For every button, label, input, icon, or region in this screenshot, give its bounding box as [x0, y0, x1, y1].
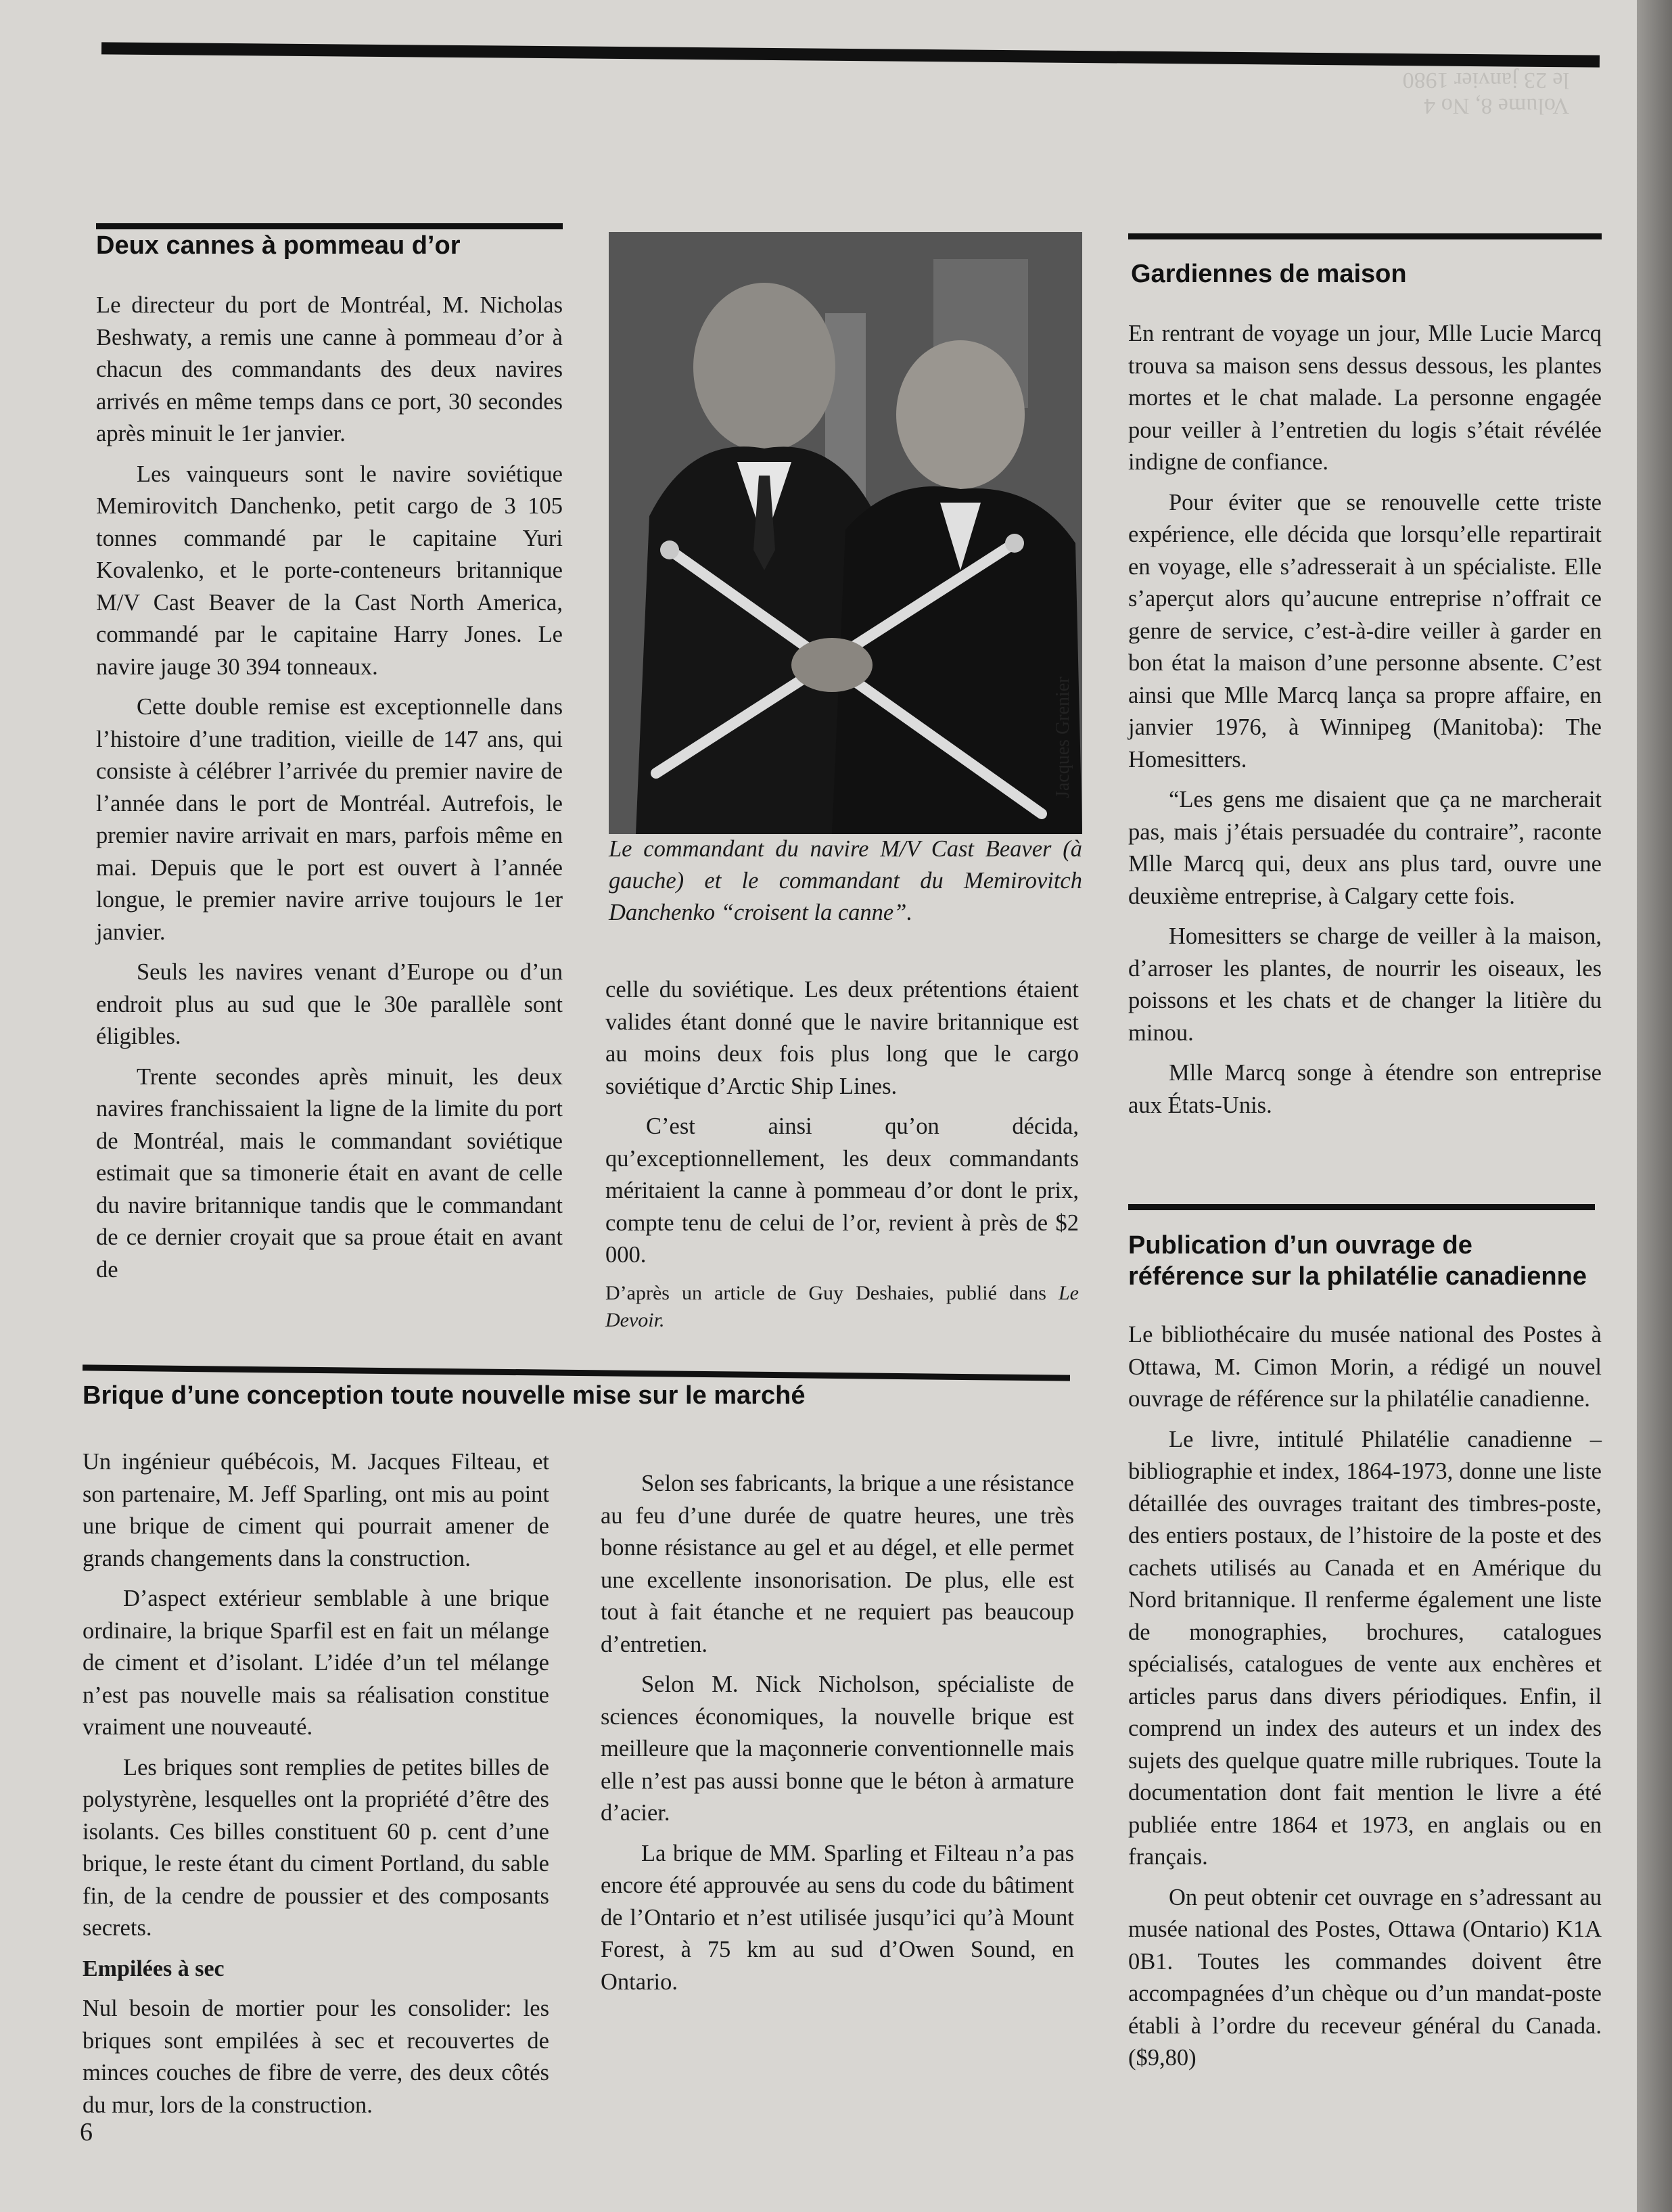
article4-paragraph: Le livre, intitulé Philatélie canadienne – bibliographie et index, 1864-1973, donne une liste détaillée des ouvrages traitant des timbres-poste, des entiers postaux, de l’histoire de la poste et des cachets utilisés au Canada et en Amérique du Nord britannique. Il renferme également une liste de monographies, brochures, catalogues spécialisés, catalogues de vente aux enchères et articles parus dans divers périodiques. Enfin, il comprend un index des auteurs et un index des sujets des quelque quatre mille rubriques. Toute la documentation dont fait mention le livre a été publiée entre 1864 et 1973, en anglais ou en français. — [1128, 1426, 1602, 1870]
page-binding — [1637, 0, 1672, 2212]
article1-column-right — [605, 974, 1079, 1342]
article3-rule — [1128, 233, 1602, 239]
article1-paragraph: Le directeur du port de Montréal, M. Nicholas Beshwaty, a remis une canne à pommeau d’or à chacun des commandants des deux navires arrivés en même temps dans ce port, 30 secondes après minuit le 1er janvier. — [96, 292, 563, 446]
article2-subheading: Empilées à sec — [83, 1956, 225, 1981]
article1-credit: D’après un article de Guy Deshaies, publié dans Le Devoir. — [605, 1281, 1079, 1331]
article1-paragraph: Seuls les navires venant d’Europe ou d’un endroit plus au sud que le 30e parallèle sont éligibles. — [96, 959, 563, 1049]
article3-title: Gardiennes de maison — [1131, 260, 1407, 288]
article3-paragraph: Homesitters se charge de veiller à la maison, d’arroser les plantes, de nourrir les oiseaux, les poissons et les chats et de changer la litière du minou. — [1128, 923, 1602, 1046]
article2-paragraph: La brique de MM. Sparling et Filteau n’a pas encore été approuvée au sens du code du bâtiment de l’Ontario et n’est utilisée jusqu’ici qu’à Mount Forest, à 75 km au sud d’Owen Sound, en Ontario. — [601, 1840, 1074, 1995]
article1-paragraph: Trente secondes après minuit, les deux navires franchissaient la ligne de la limite du port de Montréal, mais le commandant soviétique estimait que sa timonerie était en avant de celle du navire britannique tandis que le commandant de ce dernier croyait que sa proue était en avant de — [96, 1063, 563, 1283]
page-number: 6 — [80, 2118, 93, 2146]
article1-paragraph: Les vainqueurs sont le navire soviétique Memirovitch Danchenko, petit cargo de 3 105 tonnes commandé par le capitaine Yuri Kovalenko, et le porte-conteneurs britannique M/V Cast Beaver de la Cast North America, commandé par le capitaine Harry Jones. Le navire jauge 30 394 tonneaux. — [96, 461, 563, 680]
photo-two-captains-crossing-canes — [609, 232, 1082, 834]
article2-paragraph: Nul besoin de mortier pour les consolider: les briques sont empilées à sec et recouvertes de minces couches de fibre de verre, des deux côtés du mur, lors de la construction. — [83, 1996, 549, 2118]
article2-title: Brique d’une conception toute nouvelle mise sur le marché — [83, 1381, 806, 1410]
article1-paragraph: Cette double remise est exceptionnelle dans l’histoire d’une tradition, vieille de 147 ans, qui consiste à célébrer l’arrivée du premier navire de l’année dans le port de Montréal. Autrefois, le premier navire arrivait en mars, parfois même en mai. Depuis que le port est ouvert à l’année longue, le premier navire arrive toujours le 1er janvier. — [96, 694, 563, 945]
article2-paragraph: Un ingénieur québécois, M. Jacques Filteau, et son partenaire, M. Jeff Sparling, ont mis au point une brique de ciment qui pourrait amener de grands changements dans la construction. — [83, 1449, 549, 1571]
article4-paragraph: Le bibliothécaire du musée national des Postes à Ottawa, M. Cimon Morin, a rédigé un nouvel ouvrage de référence sur la philatélie canadienne. — [1128, 1322, 1602, 1412]
article3-column — [1128, 318, 1602, 1130]
article2-column-right — [601, 1468, 1074, 2006]
article1-column-left — [96, 290, 563, 1294]
photo-caption: Le commandant du navire M/V Cast Beaver (à gauche) et le commandant du Memirovitch Danchenko “croisent la canne”. — [609, 836, 1082, 925]
bleed-through-header: Volume 8, No 4 le 23 janvier 1980 — [1402, 68, 1569, 118]
article2-paragraph: Les briques sont remplies de petites billes de polystyrène, lesquelles ont la propriété d’être des isolants. Ces billes constituent 60 p. cent d’une brique, le reste étant du ciment Portland, du sable fin, de la cendre de poussier et des composants secrets. — [83, 1754, 549, 1941]
article3-paragraph: En rentrant de voyage un jour, Mlle Lucie Marcq trouva sa maison sens dessus dessous, les plantes mortes et le chat malade. La personne engagée pour veiller à l’entretien du logis s’était révélée indigne de confiance. — [1128, 321, 1602, 475]
article4-rule — [1128, 1204, 1595, 1210]
article4-column — [1128, 1319, 1602, 2083]
article2-paragraph: Selon ses fabricants, la brique a une résistance au feu d’une durée de quatre heures, une très bonne résistance au gel et au dégel, et elle permet une excellente insonorisation. De plus, elle est tout à fait étanche et ne requiert pas beaucoup d’entretien. — [601, 1471, 1074, 1657]
article3-paragraph: “Les gens me disaient que ça ne marcherait pas, mais j’étais persuadée du contraire”, raconte Mlle Marcq qui, deux ans plus tard, ouvre une deuxième entreprise, à Calgary cette fois. — [1128, 787, 1602, 909]
article2-column-left — [83, 1446, 549, 2118]
article1-rule — [96, 223, 563, 229]
article4-paragraph: On peut obtenir cet ouvrage en s’adressant au musée national des Postes, Ottawa (Ontario) K1A 0B1. Toutes les commandes doivent être accompagnées d’un chèque ou d’un mandat-poste établi à l’ordre du receveur général du Canada. ($9,80) — [1128, 1884, 1602, 2071]
article2-paragraph: D’aspect extérieur semblable à une brique ordinaire, la brique Sparfil est en fait un mélange de ciment et d’isolant. L’idée d’un tel mélange n’est pas nouvelle mais sa réalisation constitue vraiment une nouveauté. — [83, 1586, 549, 1740]
article4-title: Publication d’un ouvrage de référence sur la philatélie canadienne — [1128, 1231, 1587, 1291]
photo-credit: Jacques Grenier — [1052, 676, 1073, 798]
article3-paragraph: Pour éviter que se renouvelle cette triste expérience, elle décida que lorsqu’elle repartirait en voyage, elle s’adresserait à un spécialiste. Elle s’aperçut alors qu’aucune entreprise n’offrait ce genre de service, c’est-à-dire veiller à garder en bon état la maison d’une personne absente. C’est ainsi que Mlle Marcq lança sa propre affaire, en janvier 1976, à Winnipeg (Manitoba): The Homesitters. — [1128, 489, 1602, 773]
article1-paragraph: C’est ainsi qu’on décida, qu’exceptionnellement, les deux commandants méritaient la canne à pommeau d’or dont le prix, compte tenu de celui de l’or, revient à près de $2 000. — [605, 1113, 1079, 1268]
article1-photo — [609, 232, 1082, 834]
article3-paragraph: Mlle Marcq songe à étendre son entreprise aux États-Unis. — [1128, 1060, 1602, 1118]
article1-title: Deux cannes à pommeau d’or — [96, 231, 461, 260]
article1-paragraph: celle du soviétique. Les deux prétentions étaient valides étant donné que le navire britannique est au moins deux fois plus long que le cargo soviétique d’Arctic Ship Lines. — [605, 977, 1079, 1099]
article2-paragraph: Selon M. Nick Nicholson, spécialiste de sciences économiques, la nouvelle brique est meilleure que la maçonnerie conventionnelle mais elle n’est pas aussi bonne que le béton à armature d’acier. — [601, 1672, 1074, 1826]
